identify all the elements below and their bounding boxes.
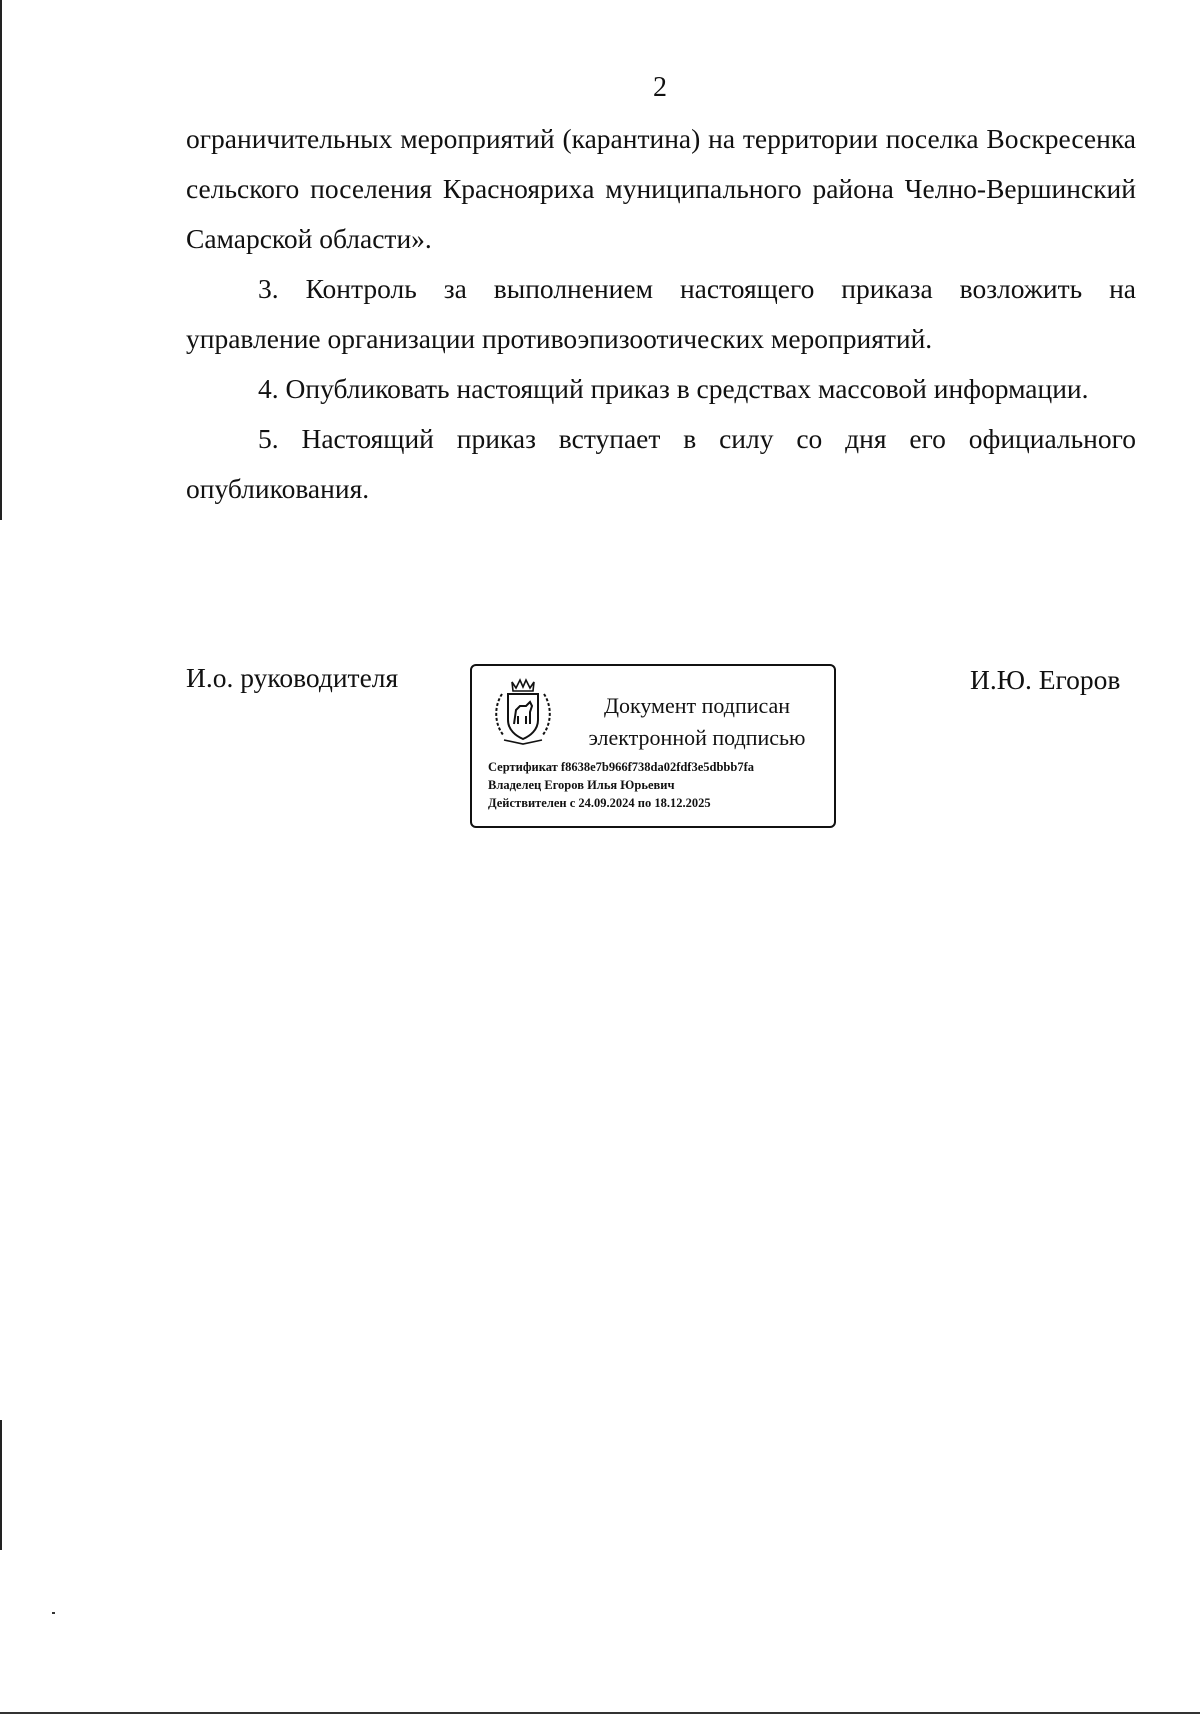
signer-role: И.о. руководителя: [186, 662, 399, 693]
scan-bottom-line: [0, 1712, 1200, 1714]
stamp-validity: Действителен с 24.09.2024 по 18.12.2025: [488, 796, 711, 810]
stamp-details: [488, 758, 828, 812]
paragraph-3: 3. Контроль за выполнением настоящего приказа возложить на управление организации противоэпизоотических мероприятий.: [186, 273, 1136, 354]
stamp-title: [572, 690, 822, 754]
paragraph-continuation: ограничительных мероприятий (карантина) на территории поселка Воскресенка сельского поселения Красноярихa муниципального района Челно-Вершинский Самарской области».: [186, 123, 1136, 254]
page-number: 2: [653, 72, 667, 103]
stamp-title-line-2: электронной подписью: [588, 725, 806, 750]
paragraph-4: 4. Опубликовать настоящий приказ в средствах массовой информации.: [258, 373, 1089, 404]
scan-dot: [52, 1612, 55, 1614]
scan-edge-line: [0, 1420, 2, 1550]
stamp-certificate: Сертификат f8638e7b966f738da02fdf3e5dbbb7fa: [488, 760, 754, 774]
samara-coat-of-arms-icon: [490, 676, 556, 746]
stamp-title-line-1: Документ подписан: [603, 693, 791, 718]
signer-name: И.Ю. Егоров: [970, 664, 1121, 695]
electronic-signature-stamp: [470, 664, 836, 828]
paragraph-5: 5. Настоящий приказ вступает в силу со дня его официального опубликования.: [186, 423, 1136, 504]
stamp-owner: Владелец Егоров Илья Юрьевич: [488, 778, 675, 792]
document-body: [186, 114, 1136, 514]
signature-block: [0, 660, 1200, 840]
